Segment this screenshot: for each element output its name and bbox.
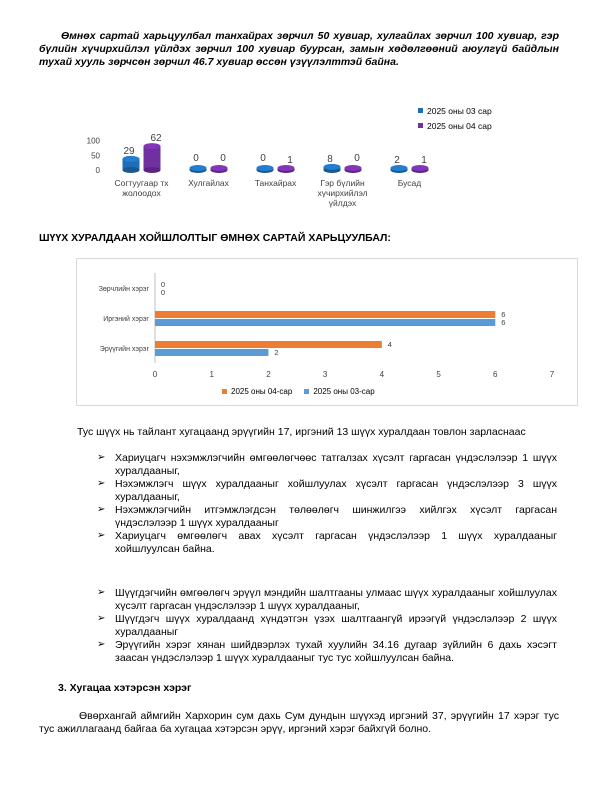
intro-paragraph: Өмнөх сартай харьцуулбал танхайрах зөрчил 50 хувиар, хулгайлах зөрчил 100 хувиар, гэр бүлийн хүчирхийлэл үйлдэх зөрчил 100 хувиар буурсан, замын хөдөлгөөний аюулгүй байдлын тухай хууль зөрчсөн зөрчил 46.7 хувиар өссөн үзүүлэлттэй байна. — [39, 30, 559, 69]
legend-swatch-april — [222, 389, 227, 394]
list-item: ➢ Шүүгдэгчийн өмгөөлөгч эрүүл мэндийн шалтгааны улмаас шүүх хуралдааныг хойшлуулах хүсэлт гаргасан үндэслэлээр 1 шүүх хуралдааныг, — [115, 587, 557, 612]
data-label: 29 — [123, 145, 135, 157]
bar-april — [155, 341, 382, 348]
category-label: үйлдэх — [328, 198, 357, 208]
category-label: Зөрчлийн хэрэг — [98, 286, 149, 293]
x-tick-label: 7 — [549, 370, 555, 379]
data-label: 1 — [287, 155, 293, 166]
hearings-paragraph: Тус шүүх нь тайлант хугацаанд эрүүгийн 17, иргэний 13 шүүх хуралдаан товлон зарласнаас — [77, 426, 526, 438]
data-label: 0 — [260, 153, 266, 164]
court-postponement-chart-frame — [76, 258, 578, 406]
data-label: 1 — [421, 155, 427, 166]
data-label: 62 — [150, 133, 162, 145]
legend-label-march: 2025 оны 03-сар — [313, 387, 375, 396]
data-label: 6 — [501, 310, 506, 319]
category-label: Согтуугаар тх — [114, 178, 169, 188]
y-tick-label: 100 — [86, 136, 100, 146]
data-label: 0 — [160, 288, 166, 297]
category-label: Эрүүгийн хэрэг — [99, 346, 149, 353]
category-label: Гэр бүлийн — [320, 178, 365, 188]
overdue-cases-paragraph: Өвөрхангай аймгийн Хархорин сум дахь Сум дундын шүүхэд иргэний 37, эрүүгийн 17 хэрэг тус тус ажиллагаанд байгаа ба хугацаа хэтэрсэн эрүү, иргэний хэрэг байхгүй болно. — [39, 710, 559, 735]
category-label: хүчирхийлэл — [317, 188, 368, 198]
chart2-legend — [222, 387, 375, 396]
list-item: ➢ Хариуцагч өмгөөлөгч авах хүсэлт гаргасан үндэслэлээр 1 шүүх хуралдааныг хойшлуулсан байна. — [115, 530, 557, 555]
legend-label-april: 2025 оны 04 сар — [427, 120, 492, 131]
legend-label-april: 2025 оны 04-сар — [231, 387, 293, 396]
data-label: 8 — [327, 153, 333, 165]
bar-cap — [190, 165, 207, 171]
y-tick-label: 0 — [95, 166, 100, 175]
data-label: 2 — [394, 155, 400, 166]
legend-label-march: 2025 оны 03 сар — [427, 105, 492, 116]
data-label: 2 — [274, 348, 279, 357]
bar-march — [155, 319, 495, 326]
data-label: 0 — [193, 153, 199, 164]
civil-postponement-list — [115, 452, 557, 556]
bar-april — [155, 311, 495, 318]
chart1-legend — [418, 103, 492, 133]
bar-cap — [211, 165, 228, 171]
legend-swatch-march — [304, 389, 309, 394]
list-item: ➢ Хариуцагч нэхэмжлэгчийн өмгөөлөгчөөс татгалзах хүсэлт гаргасан үндэслэлээр 1 шүүх хуралдааныг, — [115, 452, 557, 477]
x-tick-label: 6 — [493, 370, 498, 379]
criminal-postponement-list — [115, 587, 557, 665]
bar-april — [144, 146, 161, 170]
data-label: 4 — [387, 340, 392, 349]
category-label: Хулгайлах — [188, 178, 229, 188]
x-tick-label: 2 — [266, 370, 271, 379]
x-tick-label: 0 — [152, 370, 158, 379]
x-tick-label: 3 — [322, 370, 328, 379]
data-label: 6 — [501, 318, 506, 327]
bar-base — [123, 167, 140, 173]
data-label: 0 — [354, 153, 360, 164]
list-item: ➢ Нэхэмжлэгч шүүх хуралдааныг хойшлуулах хүсэлт гаргасан үндэслэлээр 3 шүүх хуралдааныг, — [115, 478, 557, 503]
category-label: Бусад — [397, 178, 422, 188]
data-label: 0 — [220, 153, 226, 164]
court-postponement-chart — [77, 259, 577, 405]
x-tick-label: 5 — [436, 370, 441, 379]
bar-march — [155, 349, 268, 356]
list-item: ➢ Шүүгдэгч шүүх хуралдаанд хүндэтгэн үзэх шалтгаангүй ирээгүй үндэслэлээр 2 шүүх хуралдааныг — [115, 613, 557, 638]
x-tick-label: 4 — [379, 370, 385, 379]
bar-cap — [345, 165, 362, 171]
bar-base — [144, 167, 161, 173]
legend-swatch-march — [418, 108, 423, 113]
chart1-legend-item-march — [418, 103, 492, 118]
chart2-legend-item-march — [304, 387, 374, 396]
category-label: жолоодох — [122, 188, 161, 198]
list-item: ➢ Эрүүгийн хэрэг хянан шийдвэрлэх тухай хуулийн 34.16 дугаар зүйлийн 6 дахь хэсэгт заасан үндэслэлээр 1 шүүх хуралдааныг тус тус хойшлуулсан байна. — [115, 639, 557, 664]
violation-comparison-chart — [80, 100, 427, 220]
list-item: ➢ Нэхэмжлэгчийн итгэмжлэгдсэн төлөөлөгч шинжилгээ хийлгэх хүсэлт гаргасан үндэслэлээр 1 шүүх хуралдааныг — [115, 504, 557, 529]
legend-swatch-april — [418, 123, 423, 128]
data-label: 0 — [160, 280, 166, 289]
category-label: Танхайрах — [254, 178, 297, 188]
x-tick-label: 1 — [209, 370, 214, 379]
category-label: Иргэний хэрэг — [103, 316, 149, 323]
section-heading-overdue-cases: 3. Хугацаа хэтэрсэн хэрэг — [58, 682, 192, 694]
y-tick-label: 50 — [91, 151, 100, 161]
section-heading-court-postponement: ШҮҮХ ХУРАЛДААН ХОЙШЛОЛТЫГ ӨМНӨХ САРТАЙ ХАРЬЦУУЛБАЛ: — [39, 232, 391, 244]
bar-cap — [257, 165, 274, 171]
chart2-legend-item-april — [222, 387, 292, 396]
chart1-legend-item-april — [418, 118, 492, 133]
